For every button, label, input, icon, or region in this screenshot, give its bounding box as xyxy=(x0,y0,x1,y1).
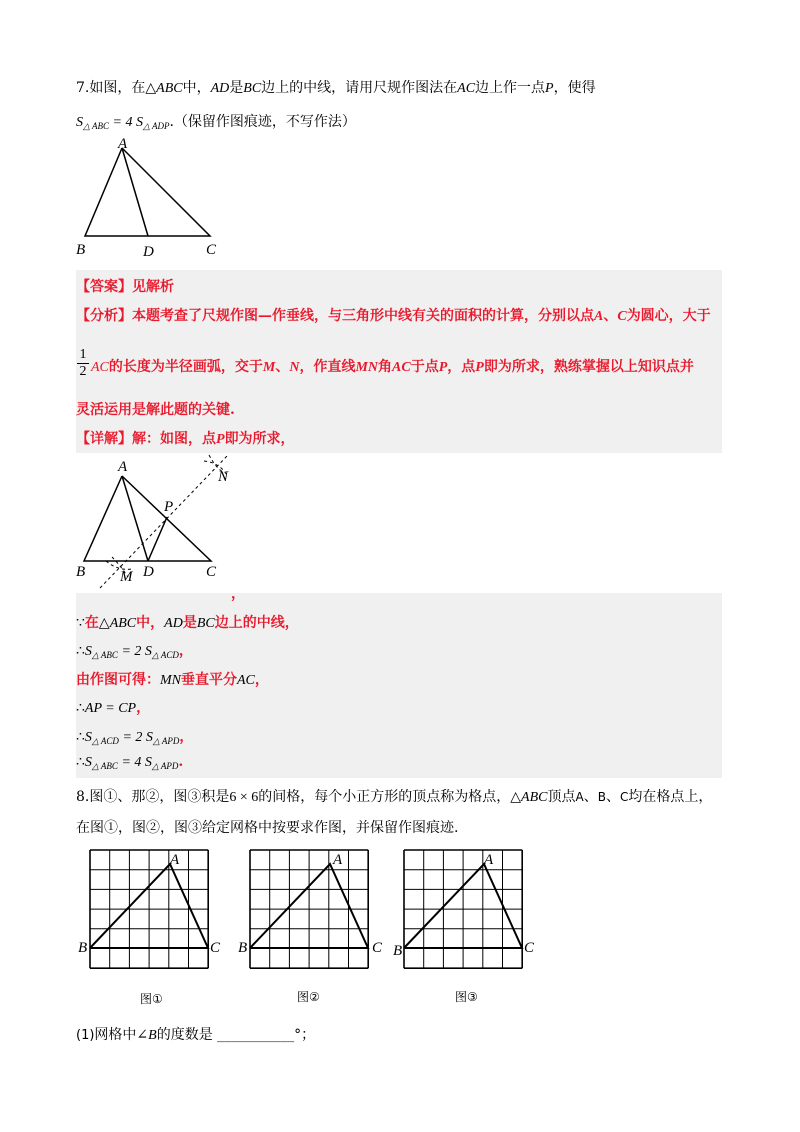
detail-step-5: $\therefore S_{\triangle ACD} = 2$ $S_{\triangle APD}$， xyxy=(76,729,194,746)
answer-tag: 【答案】 xyxy=(76,279,132,295)
q8-sub1: (1)网格中∠B的度数是 ___________°； xyxy=(76,1027,316,1043)
label-b: B xyxy=(76,242,86,258)
label-d: D xyxy=(143,564,154,580)
fraction-half: 1 2 xyxy=(77,348,89,379)
figure-comma: ， xyxy=(231,586,245,602)
detail-line: 【详解】解：如图，点P即为所求， xyxy=(76,431,295,447)
triangle-abc xyxy=(85,148,210,236)
label-c: C xyxy=(206,242,217,258)
detail-step-1: ∵在△ABC中，AD是BC边上的中线， xyxy=(76,615,299,631)
answer-line: 【答案】见解析 xyxy=(76,279,174,295)
label-a: A xyxy=(170,852,180,868)
label-m: M xyxy=(120,569,133,585)
label-d: D xyxy=(143,244,154,260)
analysis-tag: 【分析】 xyxy=(76,308,132,324)
analysis-line3: 灵活运用是解此题的关键. xyxy=(76,402,235,418)
detail-step-2: $\therefore S_{\triangle ABC} = 2$ $S_{\triangle ACD}$， xyxy=(76,643,193,660)
grid-caption-3: 图③ xyxy=(455,990,478,1004)
question-number: 8. xyxy=(76,789,90,805)
label-n: N xyxy=(218,469,229,485)
label-b: B xyxy=(78,940,88,956)
label-c: C xyxy=(206,564,217,580)
label-b: B xyxy=(76,564,86,580)
grid-figure-1 xyxy=(78,846,228,961)
grid-figure-2 xyxy=(238,846,388,961)
grid-caption-1: 图① xyxy=(140,992,163,1006)
label-b: B xyxy=(393,943,403,959)
analysis-line2: AC的长度为半径画弧，交于M、N，作直线MN角AC于点P，点P即为所求，熟练掌握以上知识点并 xyxy=(91,359,694,375)
q7-line1: 7.如图，在△ABC中，AD是BC边上的中线，请用尺规作图法在AC边上作一点P，使得 xyxy=(76,80,596,96)
q8-line1: 8.图①、那②，图③积是6 × 6的间格，每个小正方形的顶点称为格点，△ABC顶点A、B、C均在格点上， xyxy=(76,789,713,805)
label-c: C xyxy=(210,940,221,956)
q7-line2: $S_{\triangle ABC} = 4$ $S_{\triangle ADP}$.（保留作图痕迹，不写作法） xyxy=(76,114,356,131)
label-a: A xyxy=(333,852,343,868)
answer-blank[interactable]: ___________ xyxy=(217,1027,295,1043)
label-a: A xyxy=(118,459,128,475)
label-a: A xyxy=(484,852,494,868)
label-c: C xyxy=(524,940,535,956)
label-p: P xyxy=(164,499,174,515)
detail-step-3: 由作图可得：MN垂直平分AC， xyxy=(76,672,269,688)
label-c: C xyxy=(372,940,383,956)
q8-line2: 在图①，图②，图③给定网格中按要求作图，并保留作图痕迹. xyxy=(76,820,459,836)
question-number: 7. xyxy=(76,80,90,96)
detail-step-6: $\therefore S_{\triangle ABC} = 4$ $S_{\triangle APD}$. xyxy=(76,754,184,771)
construction-figure xyxy=(76,453,236,593)
q7-triangle-figure xyxy=(70,136,240,266)
grid-caption-2: 图② xyxy=(297,990,320,1004)
grid-figure-3 xyxy=(392,846,542,961)
detail-tag: 【详解】 xyxy=(76,431,132,447)
label-b: B xyxy=(238,940,248,956)
analysis-line1: 【分析】本题考查了尺规作图—作垂线，与三角形中线有关的面积的计算，分别以点A、C为圆心，大于 xyxy=(76,308,711,324)
detail-step-4: ∴AP = CP， xyxy=(76,700,151,716)
label-a: A xyxy=(118,136,128,152)
